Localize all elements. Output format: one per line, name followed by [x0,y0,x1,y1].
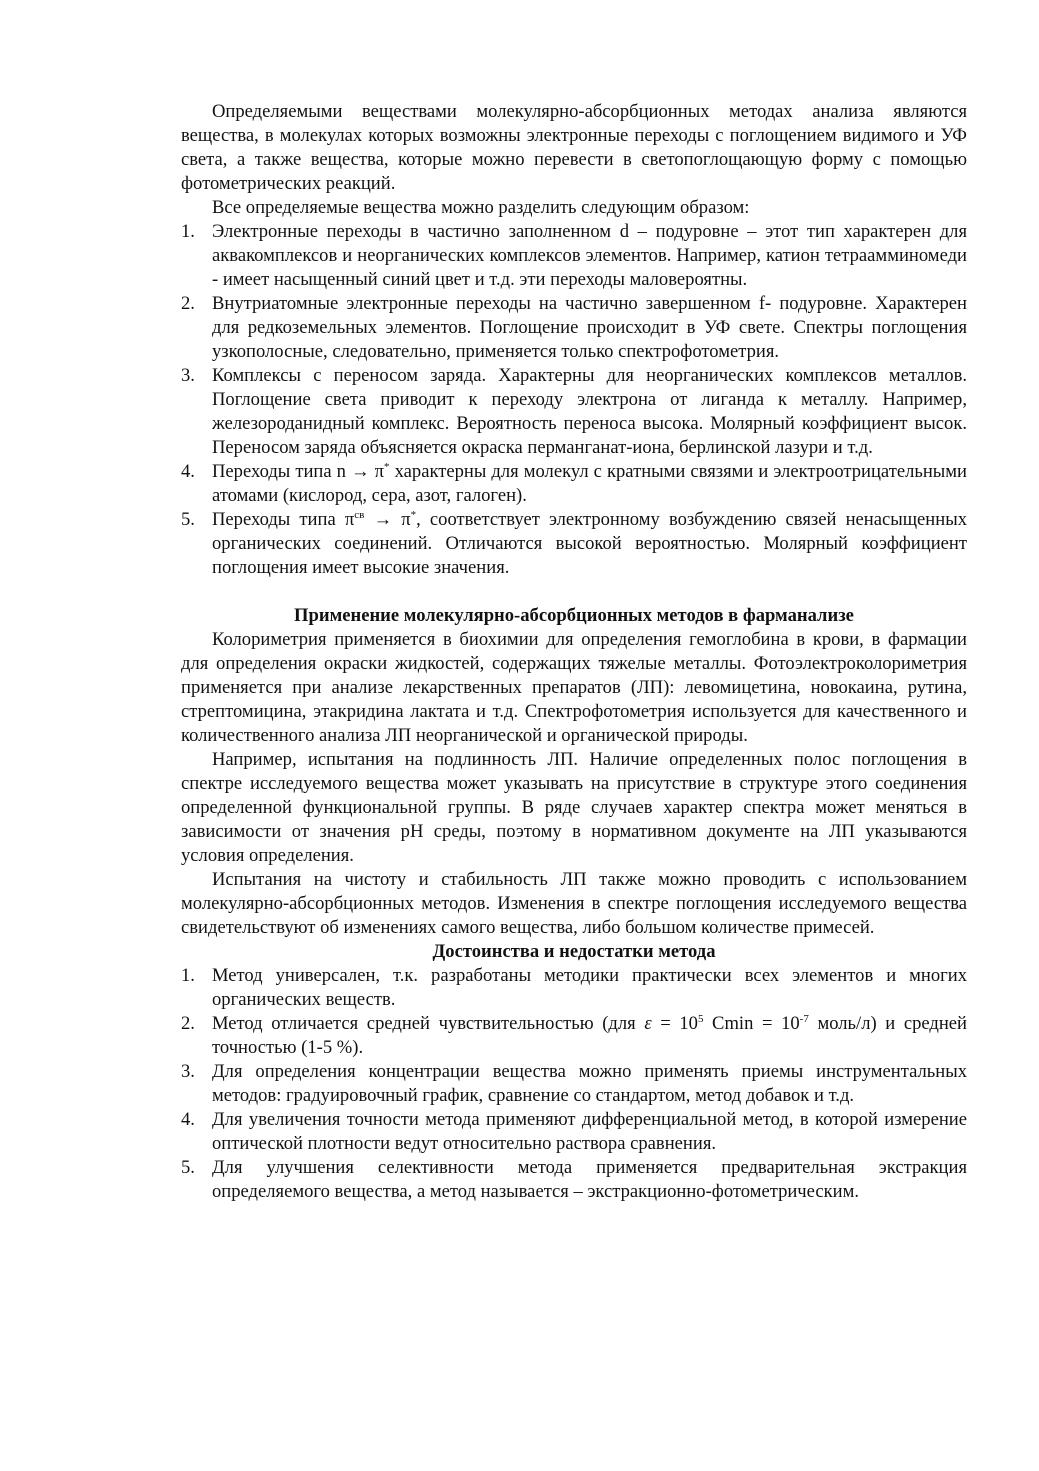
list-item [181,508,967,580]
superscript: * [384,461,390,473]
list-text: Для улучшения селективности метода применяется предварительная экстракция определяемого вещества, а метод называется – экстракционно-фотометрическим. [212,1157,967,1202]
list-number: 1. [181,221,195,242]
section-heading: Применение молекулярно-абсорбционных методов в фарманализе [294,605,854,626]
superscript: * [410,509,417,521]
section-heading: Достоинства и недостатки метода [432,941,716,962]
list-text: Для определения концентрации вещества можно применять приемы инструментальных методов: градуировочный график, сравнение со стандартом, метод добавок и т.д. [212,1061,967,1106]
list-text: Для увеличения точности метода применяют дифференциальной метод, в которой измерение оптической плотности ведут относительно раствора сравнения. [212,1109,967,1154]
intro-lead: Все определяемые вещества можно разделить следующим образом: [212,197,750,218]
list-item [181,292,967,364]
list-item [181,460,967,508]
list-text: Переходы типа π [212,509,355,530]
list-number: 2. [181,1013,195,1034]
list-item [181,964,967,1012]
section-paragraph: Колориметрия применяется в биохимии для определения гемоглобина в крови, в фармации для определения окраски жидкостей, содержащих тяжелые металлы. Фотоэлектроколориметрия применяется при анализе лекарственных препаратов (ЛП): левомицетина, новокаина, рутина, стрептомицина, этакридина лактата и т.д. Спектрофотометрия используется для качественного и количественного анализа ЛП неорганической и органической природы. [181,629,967,746]
section-paragraph: Испытания на чистоту и стабильность ЛП также можно проводить с использованием молекулярно-абсорбционных методов. Изменения в спектре поглощения исследуемого вещества свидетельствуют об изменениях самого вещества, либо большом количестве примесей. [181,869,967,938]
list-text: , соответствует электронному возбуждению связей ненасыщенных органических соединений. Отличаются высокой вероятностью. Молярный коэффициент поглощения имеет высокие значения. [212,509,967,578]
list-text: Электронные переходы в частично заполненном d – подуровне – этот тип характерен для аквакомплексов и неорганических комплексов элементов. Например, катион тетраамминомеди - имеет насыщенный синий цвет и т.д. эти переходы маловероятны. [212,221,967,290]
list-text: Комплексы с переносом заряда. Характерны для неорганических комплексов металлов. Поглощение света приводит к переходу электрона от лиганда к металлу. Например, железороданидный комплекс. Вероятность переноса высока. Молярный коэффициент высок. Переносом заряда объясняется окраска перманганат-иона, берлинской лазури и т.д. [212,365,967,458]
list-text: Внутриатомные электронные переходы на частично завершенном f- подуровне. Характерен для редкоземельных элементов. Поглощение происходит в УФ свете. Спектры поглощения узкополосные, следовательно, применяется только спектрофотометрия. [212,293,967,362]
superscript: -7 [799,1013,809,1025]
list-text: характерны для молекул с кратными связями и электроотрицательными атомами (кислород, сера, азот, галоген). [212,461,967,506]
list-text: моль/л) и средней точностью (1-5 %). [212,1013,967,1058]
superscript: 5 [697,1013,704,1025]
list-text: → π [364,509,411,530]
pros-cons-list [181,964,967,1204]
list-text: Переходы типа n → π [212,461,385,482]
intro-paragraph: Определяемыми веществами молекулярно-абсорбционных методах анализа являются вещества, в молекулах которых возможны электронные переходы с поглощением видимого и УФ света, а также вещества, которые можно перевести в светопоглощающую форму с помощью фотометрических реакций. [181,101,967,194]
list-number: 5. [181,1157,195,1178]
list-text: Метод отличается средней чувствительностью (для [212,1013,645,1034]
transition-types-list [181,220,967,580]
list-item [181,364,967,460]
list-number: 2. [181,293,195,314]
list-item [181,220,967,292]
list-number: 5. [181,509,195,530]
list-number: 4. [181,461,195,482]
list-number: 3. [181,365,195,386]
superscript: св [354,509,365,521]
list-item [181,1060,967,1108]
list-number: 1. [181,965,195,986]
list-item [181,1156,967,1204]
blank-line [181,580,967,604]
list-number: 3. [181,1061,195,1082]
list-number: 4. [181,1109,195,1130]
section-paragraph: Например, испытания на подлинность ЛП. Наличие определенных полос поглощения в спектре исследуемого вещества может указывать на присутствие в структуре этого соединения определенной функциональной группы. В ряде случаев характер спектра может меняться в зависимости от значения pH среды, поэтому в нормативном документе на ЛП указываются условия определения. [181,749,967,866]
list-item [181,1012,967,1060]
list-text: = 10 [651,1013,698,1034]
list-text: Cmin = 10 [703,1013,800,1034]
list-item [181,1108,967,1156]
epsilon-symbol: ε [644,1013,652,1034]
document-page [181,100,967,1204]
list-text: Метод универсален, т.к. разработаны методики практически всех элементов и многих органических веществ. [212,965,967,1010]
